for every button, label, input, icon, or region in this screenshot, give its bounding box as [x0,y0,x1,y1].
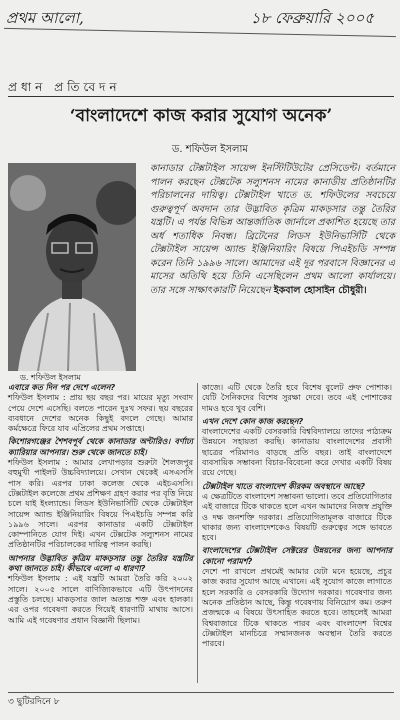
article-intro [150,162,395,297]
answer: বাংলাদেশের একটি বেসরকারি বিশ্ববিদ্যালয়ে তাদের পাঠ্যক্রম উন্নয়নে সহায়তা করছি। কানাডায় বাংলাদেশের প্রবাসী ছাত্রের পরিমাণও বাড়ছে প্রতি বছর। তাই বাংলাদেশে ব্যবসায়িক সম্ভাবনা বিচার-বিবেচনা করে দেখার একটি বিষয় রয়ে গেছে। [202,427,392,478]
right-column [202,383,392,652]
answer: এ ক্ষেত্রটিতে বাংলাদেশ সম্ভাবনা ভালো। তবে প্রতিযোগিতার এই বাজারে টিকে থাকতে হলে এখন আমাদের নিজস্ব প্রযুক্তি ও দক্ষ জনশক্তি দরকার। প্রতিযোগিতামূলক বাজারে টিকে থাকার জন্য বাংলাদেশকেও বিষয়টি গুরুত্বের সঙ্গে ভাবতে হবে। [202,491,392,543]
answer: কাজে। এটি থেকে তৈরি হবে বিশেষ বুলেট প্রুফ পোশাক। যেটি সৈনিকদের বিশেষ সুরক্ষা দেবে। তবে এই পোশাকের দামও হবে খুব বেশি। [202,383,392,413]
intro-text: কানাডার টেক্সটাইল সায়েন্স ইনস্টিটিউটের প্রেসিডেন্ট। বর্তমানে পালন করছেন টেক্সটেক সল্যুশনস নামের কানাডীয় প্রতিষ্ঠানটির পরিচালনের দায়িত্ব। টেক্সটাইল খাতে ড. শফিউলের সবচেয়ে গুরুত্বপূর্ণ অবদান তার উদ্ভাবিত কৃত্রিম মাকড়সার তন্তু তৈরির যন্ত্রটি। এ পর্যন্ত বিভিন্ন আন্তর্জাতিক জার্নালে প্রকাশিত হয়েছে তার অর্ধ শতাধিক নিবন্ধ। ব্রিটেনের লিডস ইউনিভার্সিটি থেকে টেক্সটাইল সায়েন্স অ্যান্ড ইঞ্জিনিয়ারিং বিষয়ে পিএইচডি সম্পন্ন করেন তিনি ১৯৯৬ সালে। আমাদের এই দূর পরবাসে বিজ্ঞানের এ মাসের অতিথি হয়ে তিনি এসেছিলেন প্রথম আলো কার্যালয়ে। তার সঙ্গে সাক্ষাৎকারটি নিয়েছেন [150,163,395,296]
left-column [8,383,193,629]
portrait-photo [8,163,136,371]
photo-caption: ড. শফিউল ইসলাম [20,373,81,382]
headline: ‘বাংলাদেশে কাজ করার সুযোগ অনেক’ [69,106,333,126]
answer: শফিউল ইসলাম : আমার লেখাপড়ার শুরুটা শৈলজপুর বহুমুখী পাইলট উচ্চবিদ্যালয়ে। সেখান থেকেই এসএসসি পাস করি। এরপর ঢাকা কলেজ থেকে এইচএসসি। টেক্সটাইল কলেজে প্রথম প্রশিক্ষণ গ্রহণ করার পর বৃত্তি নিয়ে চলে যাই ইংল্যান্ডে। লিডস ইউনিভার্সিটি থেকে টেক্সটাইল সায়েন্স অ্যান্ড ইঞ্জিনিয়ারিং বিষয়ে পিএইচডি সম্পন্ন করি ১৯৯৬ সালে। এরপর কানাডার একটি টেক্সটাইল কোম্পানিতে যোগ দিই। এখন টেক্সটেক সল্যুশনস নামের প্রতিষ্ঠানটির পরিচালকের দায়িত্ব পালন করছি। [8,458,193,550]
answer: শফিউল ইসলাম : এই যন্ত্রটি আমরা তৈরি করি ২০০২ সালে। ২০০৫ সালে বাণিজ্যিকভাবে এটি উৎপাদনের প্রস্তুতি চলছে। মাকড়সার জাল অত্যন্ত শক্ত এবং হালকা। এর ওপর গবেষণা করতে গিয়েই ধারণাটি মাথায় আসে। আমি এই গবেষণার প্রধান বিজ্ঞানী ছিলাম। [8,574,193,625]
section-kicker: প্রধান প্রতিবেদন [8,80,121,94]
kicker-rule [8,96,394,97]
question: এখন দেশে কোন কাজ করছেন? [202,416,304,426]
answer: দেশে পা রাখলে প্রথমেই আমার যেটা মনে হয়েছে, প্রচুর কাজ করার সুযোগ আছে এখানে। এই সুযোগ কাজে লাগাতে হলে সরকারি ও বেসরকারি উদ্যোগ দরকার। গবেষণার জন্য অনেক প্রতিষ্ঠান আছে, কিন্তু গবেষণায় বিনিয়োগ কম। তরুণ প্রজন্মকে এ বিষয়ে উৎসাহিত করতে হবে। তাহলেই আমরা বিশ্ববাজারে টিকে থাকতে পারব এবং বাংলাদেশ বিশ্বের টেক্সটাইল মানচিত্রে সম্মানজনক অবস্থান তৈরি করতে পারবে। [202,567,392,649]
portrait-figure [8,163,136,371]
question: টেক্সটাইল খাতে বাংলাদেশ কীরকম অবস্থানে আছে? [202,481,365,491]
paper-name: প্রথম আলো, [6,9,84,27]
date: ১৮ ফেব্রুয়ারি ২০০৫ [250,9,374,27]
answer: শফিউল ইসলাম : প্রায় ছয় বছর পর। মায়ের মৃত্যু সংবাদ পেয়ে দেশে এসেছি। বলতে পারেন দুঃখ সফর। ছয় বছরের ব্যবধানে দেশের অনেক কিছুই বদলে গেছে। আমার কর্মক্ষেত্রে ফিরে যাব এপ্রিলের প্রথম সপ্তাহে। [8,393,193,434]
footer-rule [8,692,394,693]
page-footer: ৩ ছুটিরদিনে ৮ [8,697,60,707]
byline: ড. শফিউল ইসলাম [172,144,248,155]
column-divider [197,383,198,683]
interviewer-name: ইকবাল হোসাইন চৌধুরী। [273,284,367,296]
question: কিশোরগঞ্জের শৈশবপূর্ব থেকে কানাডার অন্টারিও। বর্ণাঢ্য ক্যারিয়ার আপনার। শুরু থেকে জানতে চাই। [8,437,193,457]
question: বাংলাদেশের টেক্সটাইল সেক্টরের উন্নয়নের জন্য আপনার কোনো পরামর্শ? [202,546,392,566]
question: এবারে কত দিন পর দেশে এলেন? [8,383,116,392]
question: আপনার উদ্ভাবিত কৃত্রিম মাকড়সার তন্তু তৈরির যন্ত্রটির কথা জানতে চাই। কীভাবে এলো এ ধারণা? [8,553,193,574]
